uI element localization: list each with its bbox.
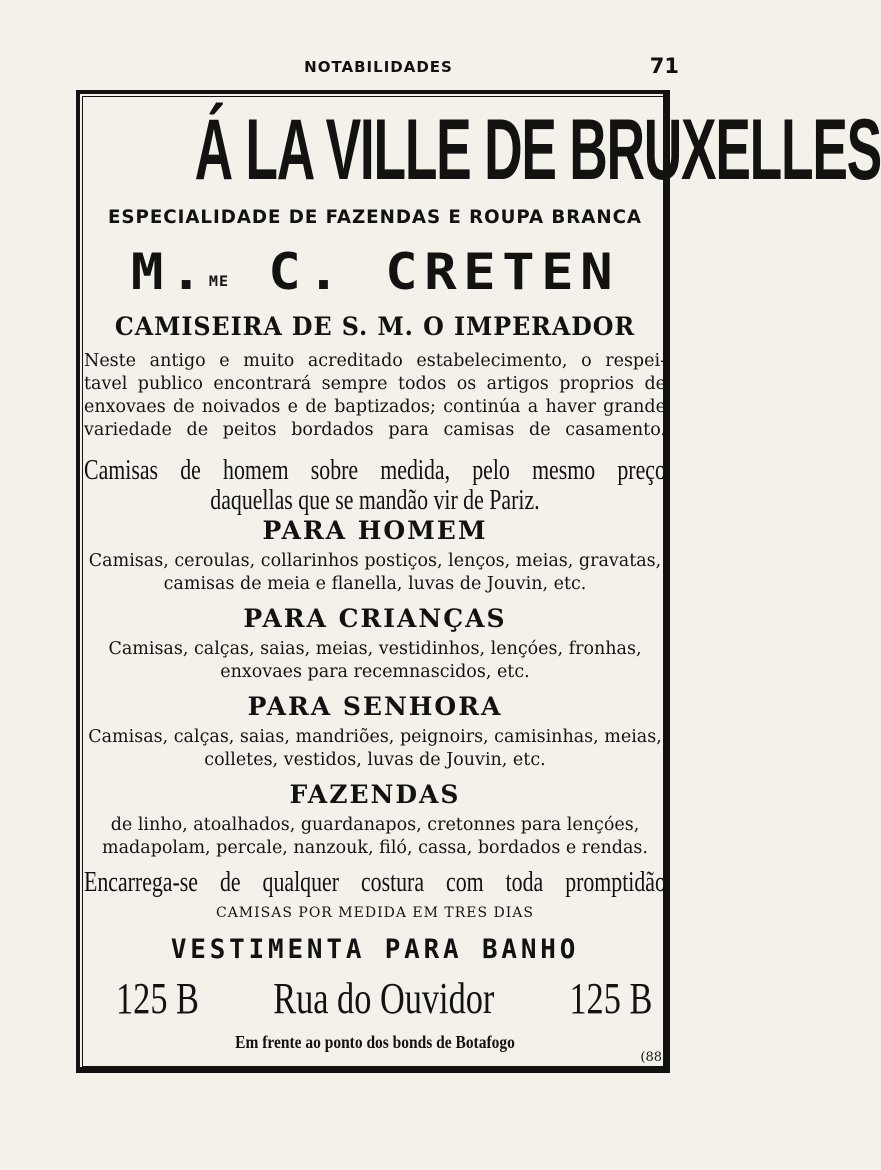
reference-number: (88 [640,1050,662,1065]
section-heading-fazendas: FAZENDAS [289,780,461,809]
section-line: enxovaes para recemnascidos, etc. [220,662,530,682]
section-line: colletes, vestidos, luvas de Jouvin, etc. [204,750,546,770]
owner-name [61,244,690,300]
section-line: camisas de meia e flanella, luvas de Jouvin, etc. [163,574,587,594]
bathwear-line: VESTIMENTA PARA BANHO [170,934,580,965]
section-heading-senhora: PARA SENHORA [247,692,503,721]
owner-superscript: ME [208,274,230,290]
section-text-senhora [84,726,666,772]
specialty-line: ESPECIALIDADE DE FAZENDAS E ROUPA BRANCA [107,206,643,228]
intro-paragraph [84,350,666,442]
section-heading-homem: PARA HOMEM [262,516,488,545]
intro-line: tavel publico encontrará sempre todos os artigos proprios de [84,374,666,394]
owner-surname: C. CRETEN [268,243,620,301]
address-line [84,974,666,1024]
location-note: Em frente ao ponto dos bonds de Botafogo [235,1032,515,1052]
intro-line: enxovaes de noivados e de baptizados; continúa a haver grande [84,397,666,417]
section-text-homem [84,550,666,596]
section-line: madapolam, percale, nanzouk, filó, cassa, bordados e rendas. [102,838,648,858]
section-text-fazendas [84,814,666,860]
made-to-measure-line: CAMISAS POR MEDIDA EM TRES DIAS [215,905,534,921]
address-number-left: 125 B [116,974,199,1023]
advertisement [84,98,881,1065]
page-number: 71 [649,54,679,78]
owner-prefix: M. [130,243,209,301]
address-number-right: 125 B [569,974,652,1023]
section-line: Camisas, calças, saias, meias, vestidinhos, lençóes, fronhas, [108,639,642,659]
sewing-text: Encarrega-se de qualquer costura com toda promptidão [84,867,666,898]
section-heading-criancas: PARA CRIANÇAS [243,604,507,633]
section-line: de linho, atoalhados, guardanapos, cretonnes para lençóes, [110,815,640,835]
sewing-line [84,868,666,898]
intro-line: variedade de peitos bordados para camisas de casamento. [84,420,666,440]
shirts-paragraph [84,456,666,516]
address-street: Rua do Ouvidor [273,974,495,1023]
running-head-title: NOTABILIDADES [304,58,453,76]
shop-name: Á LA VILLE DE BRUXELLES [194,102,881,198]
intro-line: Neste antigo e muito acreditado estabelecimento, o respei- [84,351,666,371]
section-text-criancas [84,638,666,684]
owner-title: CAMISEIRA DE S. M. O IMPERADOR [114,312,636,341]
running-head [0,54,757,80]
section-line: Camisas, ceroulas, collarinhos postiços, lenços, meias, gravatas, [88,551,662,571]
shirts-line: Camisas de homem sobre medida, pelo mesmo preço [84,455,666,486]
section-line: Camisas, calças, saias, mandriões, peignoirs, camisinhas, meias, [88,727,662,747]
shirts-line: daquellas que se mandão vir de Pariz. [210,485,540,516]
